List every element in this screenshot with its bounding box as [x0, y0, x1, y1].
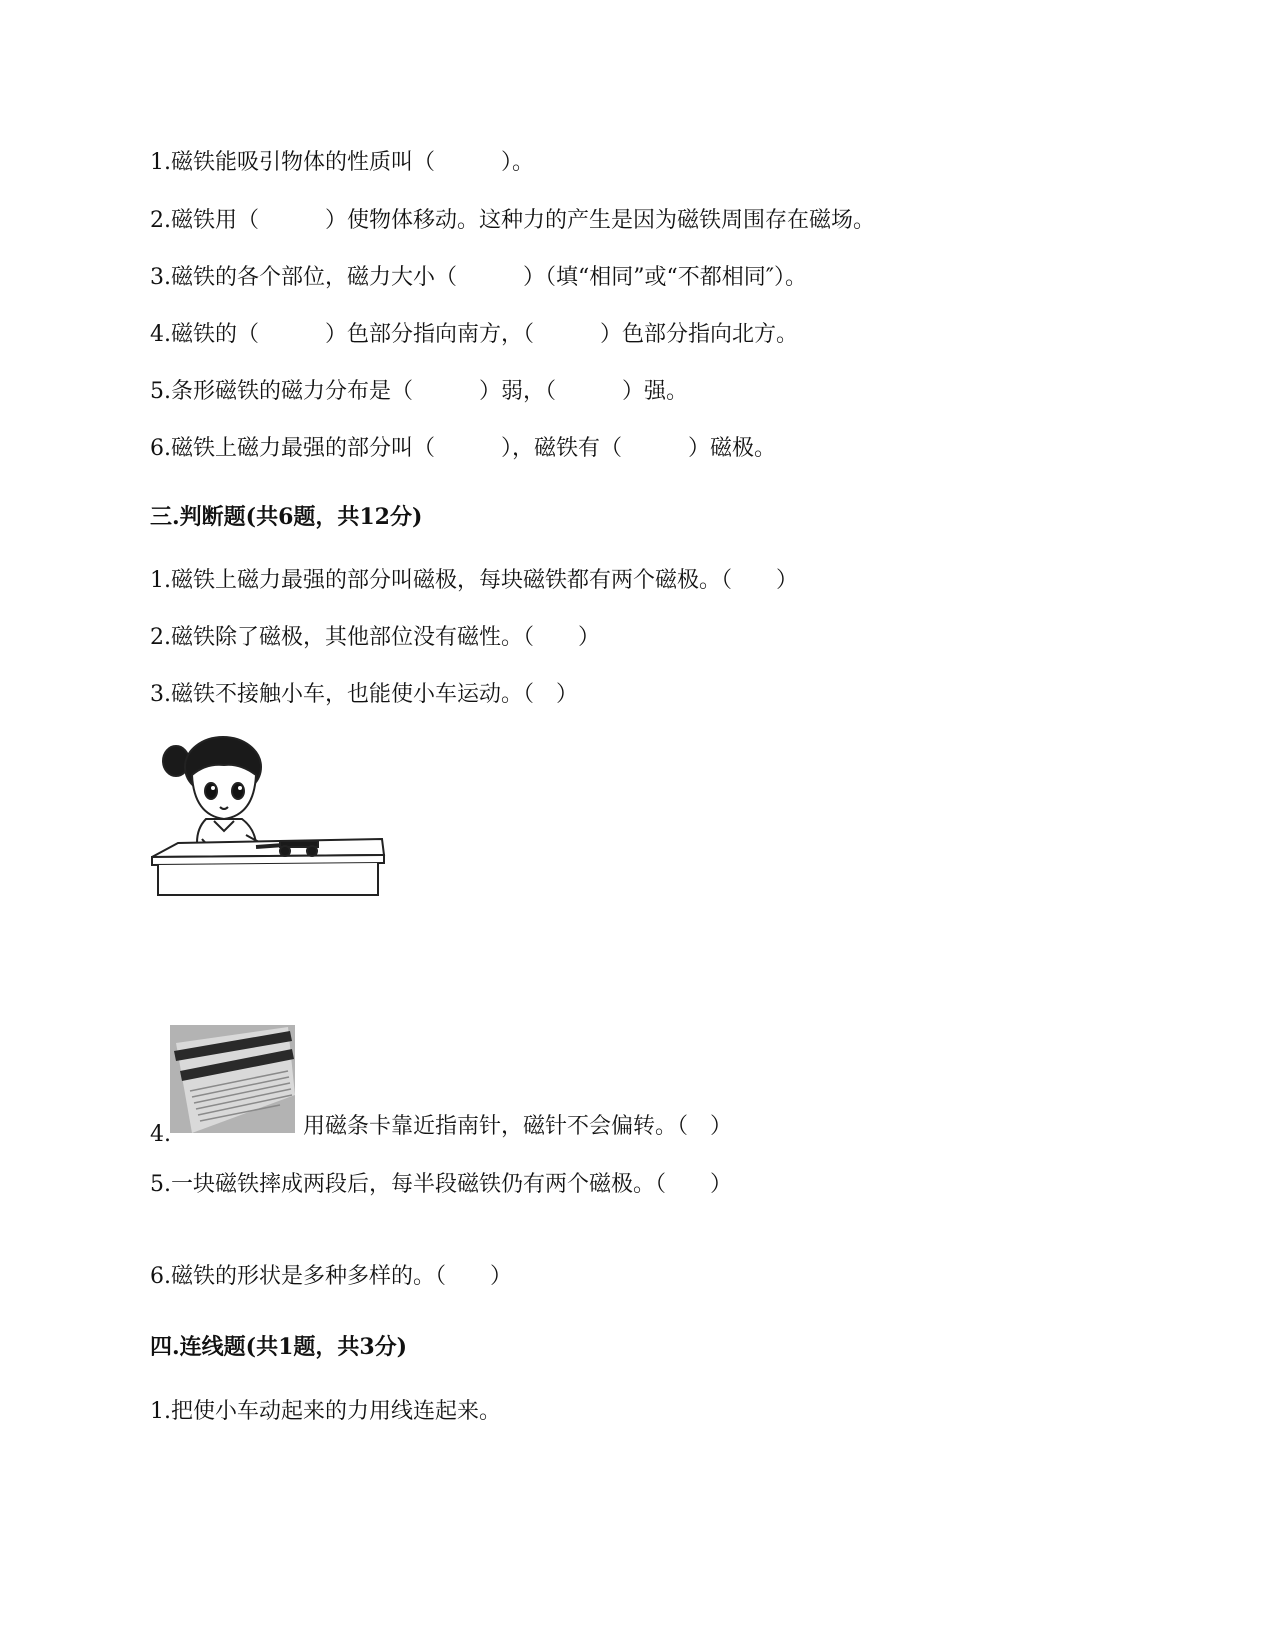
judge-item-6: 6.磁铁的形状是多种多样的。（ ） [150, 1264, 512, 1289]
judge-item-4-text: 用磁条卡靠近指南针，磁针不会偏转。（ ） [303, 1114, 733, 1139]
judge-item-5: 5.一块磁铁摔成两段后，每半段磁铁仍有两个磁极。（ ） [150, 1172, 732, 1197]
judge-item-4-number: 4. [150, 1122, 171, 1147]
fill-blank-item-1: 1.磁铁能吸引物体的性质叫（ ）。 [150, 150, 534, 175]
fill-blank-item-2: 2.磁铁用（ ）使物体移动。这种力的产生是因为磁铁周围存在磁场。 [150, 208, 875, 233]
girl-magnet-car-illustration [148, 735, 400, 897]
fill-blank-item-4: 4.磁铁的（ ）色部分指向南方，（ ）色部分指向北方。 [150, 322, 798, 347]
section-match-heading: 四.连线题(共1题，共3分) [150, 1334, 408, 1360]
section-judge-heading: 三.判断题(共6题，共12分) [150, 504, 423, 530]
match-item-1: 1.把使小车动起来的力用线连起来。 [150, 1399, 501, 1424]
fill-blank-item-3: 3.磁铁的各个部位，磁力大小（ ）（填“相同”或“不都相同″）。 [150, 265, 807, 290]
magnetic-card-photo [170, 1025, 295, 1133]
fill-blank-item-5: 5.条形磁铁的磁力分布是（ ）弱，（ ）强。 [150, 379, 688, 404]
judge-item-1: 1.磁铁上磁力最强的部分叫磁极，每块磁铁都有两个磁极。（ ） [150, 568, 798, 593]
judge-item-3: 3.磁铁不接触小车，也能使小车运动。（ ） [150, 682, 578, 707]
fill-blank-item-6: 6.磁铁上磁力最强的部分叫（ ），磁铁有（ ）磁极。 [150, 436, 776, 461]
judge-item-2: 2.磁铁除了磁极，其他部位没有磁性。（ ） [150, 625, 600, 650]
